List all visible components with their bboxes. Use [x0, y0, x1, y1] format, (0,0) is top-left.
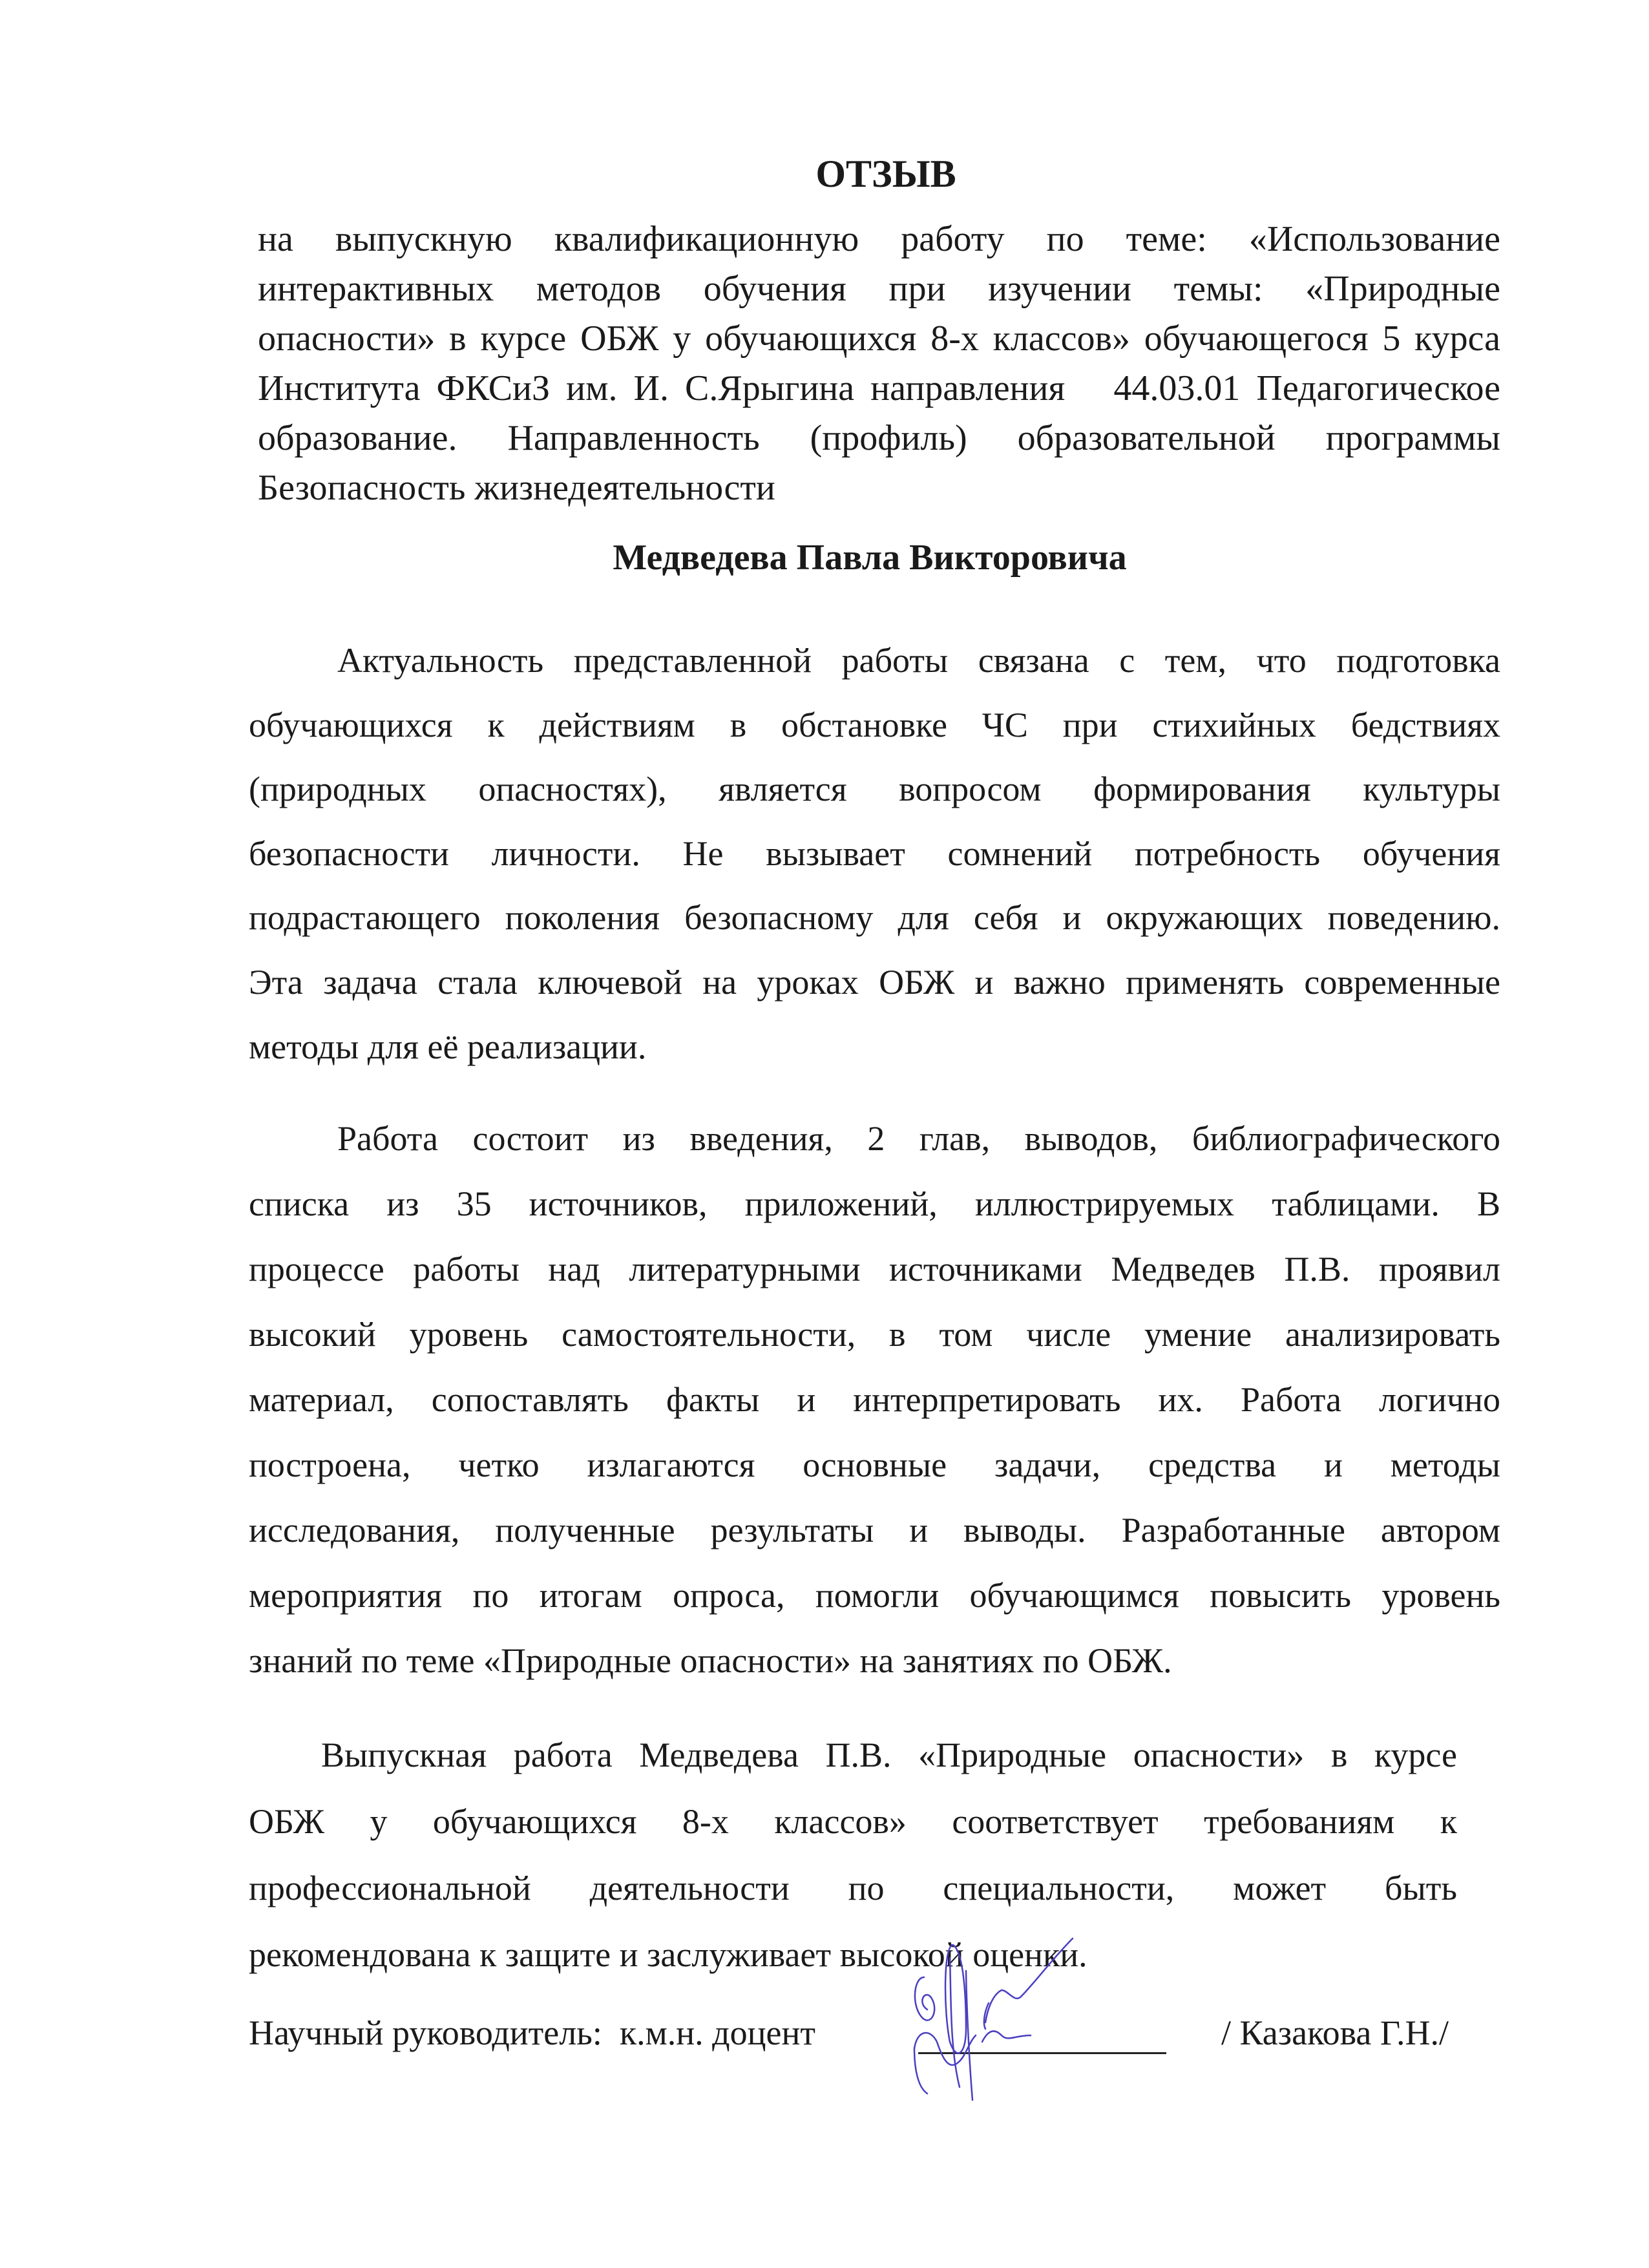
- text-line: списка из 35 источников, приложений, иллюстрируемых таблицами. В: [249, 1184, 1500, 1223]
- text-line: Работа состоит из введения, 2 глав, выводов, библиографического: [337, 1119, 1500, 1158]
- intro-line: интерактивных методов обучения при изучении темы: «Природные: [258, 269, 1500, 309]
- text-line: мероприятия по итогам опроса, помогли обучающимся повысить уровень: [249, 1576, 1500, 1615]
- paragraph-relevance: [249, 629, 1500, 1079]
- document-title: ОТЗЫВ: [815, 152, 956, 195]
- text-line: знаний по теме «Природные опасности» на занятиях по ОБЖ.: [249, 1641, 1172, 1680]
- text-line: подрастающего поколения безопасному для себя и окружающих поведению.: [249, 898, 1500, 938]
- text-line: процессе работы над литературными источниками Медведев П.В. проявил: [249, 1250, 1500, 1288]
- intro-line: образование. Направленность (профиль) образовательной программы: [258, 418, 1500, 458]
- text-line: ОБЖ у обучающихся 8-х классов» соответствует требованиям к: [249, 1802, 1457, 1841]
- student-name: Медведева Павла Викторовича: [613, 538, 1127, 578]
- intro-line: опасности» в курсе ОБЖ у обучающихся 8-х классов» обучающегося 5 курса: [258, 319, 1500, 359]
- text-line: безопасности личности. Не вызывает сомнений потребность обучения: [249, 834, 1500, 873]
- intro-block: [258, 215, 1500, 513]
- text-line: построена, четко излагаются основные задачи, средства и методы: [249, 1445, 1500, 1484]
- text-line: материал, сопоставлять факты и интерпретировать их. Работа логично: [249, 1380, 1500, 1419]
- supervisor-name: / Казакова Г.Н./: [1221, 2013, 1449, 2052]
- handwritten-signature: [905, 1932, 1202, 2106]
- text-line: обучающихся к действиям в обстановке ЧС при стихийных бедствиях: [249, 705, 1500, 744]
- intro-line: на выпускную квалификационную работу по теме: «Использование: [258, 219, 1500, 259]
- paragraph-conclusion: [249, 1722, 1457, 1988]
- text-line: рекомендована к защите и заслуживает высокой оценки.: [249, 1935, 1087, 1974]
- paragraph-structure: [249, 1106, 1500, 1694]
- text-line: (природных опасностях), является вопросом формирования культуры: [249, 770, 1500, 809]
- text-line: Выпускная работа Медведева П.В. «Природные опасности» в курсе: [321, 1736, 1457, 1774]
- supervisor-label: Научный руководитель: к.м.н. доцент: [249, 2013, 815, 2052]
- text-line: методы для её реализации.: [249, 1027, 647, 1066]
- text-line: исследования, полученные результаты и выводы. Разработанные автором: [249, 1511, 1500, 1549]
- text-line: высокий уровень самостоятельности, в том числе умение анализировать: [249, 1315, 1500, 1354]
- text-line: Актуальность представленной работы связана с тем, что подготовка: [337, 641, 1500, 680]
- intro-line: Безопасность жизнедеятельности: [258, 468, 775, 508]
- text-line: Эта задача стала ключевой на уроках ОБЖ и важно применять современные: [249, 962, 1500, 1002]
- text-line: профессиональной деятельности по специальности, может быть: [249, 1869, 1457, 1907]
- intro-line: Института ФКСиЗ им. И. С.Ярыгина направления 44.03.01 Педагогическое: [258, 368, 1500, 408]
